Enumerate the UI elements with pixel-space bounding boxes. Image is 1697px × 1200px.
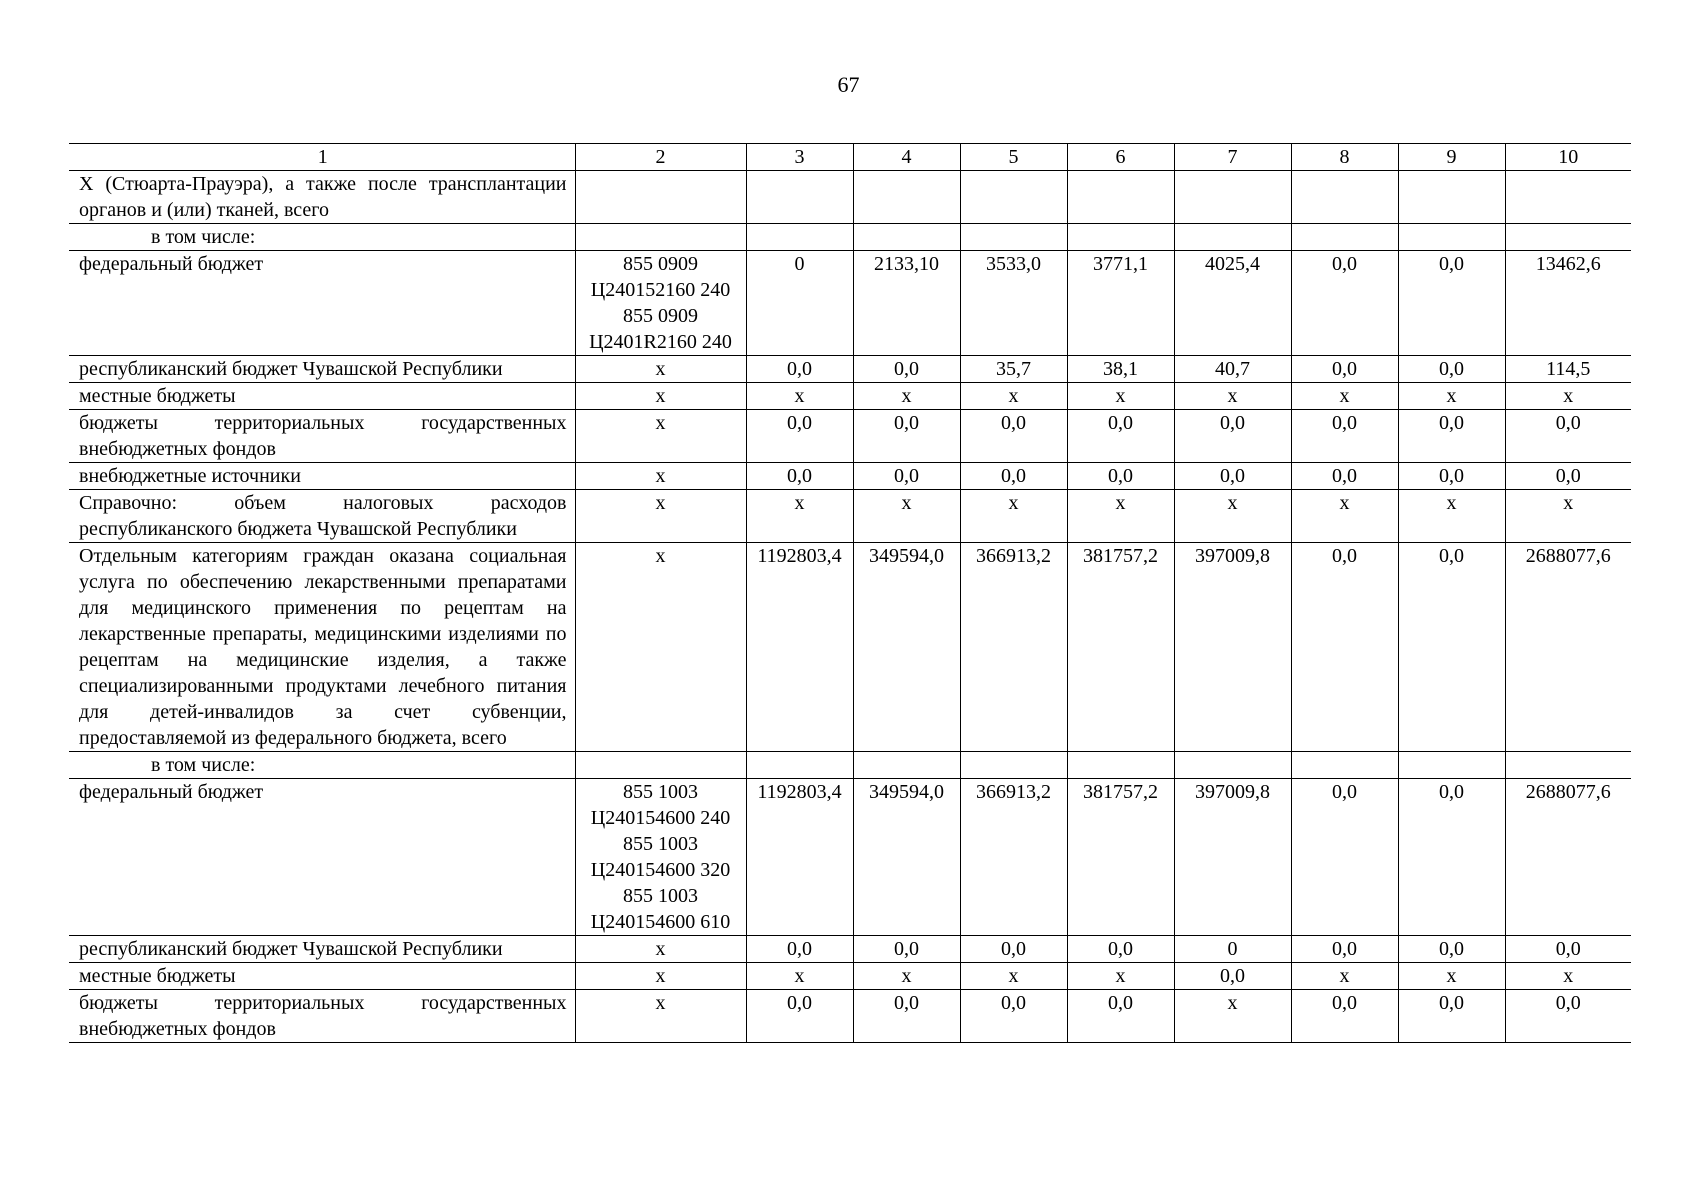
column-header: 2: [575, 144, 746, 171]
value-cell: 0,0: [1505, 410, 1631, 463]
value-cell: 381757,2: [1067, 543, 1174, 752]
budget-code-line: Ц240154600 320: [590, 859, 731, 881]
value-cell: x: [1067, 383, 1174, 410]
value-cell: 397009,8: [1174, 779, 1291, 936]
value-cell: x: [1291, 490, 1398, 543]
value-cell: [1398, 224, 1505, 251]
value-cell: x: [746, 490, 853, 543]
table-row: [69, 963, 1631, 990]
value-cell: 0,0: [746, 936, 853, 963]
table-row: [69, 171, 1631, 224]
value-cell: x: [1174, 383, 1291, 410]
value-cell: x: [1067, 490, 1174, 543]
value-cell: 0,0: [853, 356, 960, 383]
value-cell: 0,0: [1505, 463, 1631, 490]
value-cell: x: [960, 963, 1067, 990]
budget-code-cell: [575, 543, 746, 752]
table-row: [69, 356, 1631, 383]
row-label: федеральный бюджет: [69, 251, 575, 356]
value-cell: 0,0: [1291, 410, 1398, 463]
value-cell: [1398, 171, 1505, 224]
row-label: в том числе:: [69, 224, 575, 251]
value-cell: 0,0: [1174, 410, 1291, 463]
value-cell: 0,0: [1398, 251, 1505, 356]
value-cell: 38,1: [1067, 356, 1174, 383]
value-cell: 0,0: [746, 410, 853, 463]
value-cell: x: [1505, 963, 1631, 990]
value-cell: [1067, 752, 1174, 779]
row-label: X (Стюарта-Прауэра), а также после трансплантации органов и (или) тканей, всего: [69, 171, 575, 224]
column-header: 6: [1067, 144, 1174, 171]
value-cell: 3771,1: [1067, 251, 1174, 356]
value-cell: 0,0: [1398, 990, 1505, 1043]
table-row: [69, 490, 1631, 543]
budget-code-line: 855 0909: [623, 253, 698, 275]
budget-code-cell: [575, 171, 746, 224]
value-cell: 0,0: [853, 990, 960, 1043]
value-cell: 0,0: [746, 990, 853, 1043]
budget-code-line: Ц240154600 610: [590, 911, 731, 933]
table-body: [69, 144, 1631, 1043]
budget-code-cell: [575, 490, 746, 543]
budget-code-line: x: [655, 465, 666, 487]
row-label: местные бюджеты: [69, 383, 575, 410]
column-header: 8: [1291, 144, 1398, 171]
budget-table: [69, 143, 1631, 1043]
value-cell: x: [1505, 383, 1631, 410]
budget-code-cell: [575, 356, 746, 383]
value-cell: x: [1398, 490, 1505, 543]
value-cell: [960, 224, 1067, 251]
budget-code-line: Ц240152160 240: [590, 279, 731, 301]
value-cell: 2133,10: [853, 251, 960, 356]
value-cell: 114,5: [1505, 356, 1631, 383]
budget-code-line: Ц240154600 240: [590, 807, 731, 829]
budget-code-line: 855 1003: [623, 885, 698, 907]
value-cell: 0,0: [1174, 463, 1291, 490]
value-cell: 0,0: [1398, 779, 1505, 936]
budget-code-line: x: [655, 545, 666, 567]
value-cell: 0,0: [1291, 463, 1398, 490]
value-cell: 0,0: [746, 463, 853, 490]
value-cell: x: [853, 383, 960, 410]
column-header: 3: [746, 144, 853, 171]
table-row: [69, 383, 1631, 410]
table-row: [69, 752, 1631, 779]
value-cell: 0,0: [1067, 936, 1174, 963]
budget-code-line: x: [655, 358, 666, 380]
budget-code-cell: [575, 963, 746, 990]
value-cell: 0,0: [853, 410, 960, 463]
budget-code-cell: [575, 383, 746, 410]
value-cell: 0,0: [1505, 990, 1631, 1043]
table-header-row: [69, 144, 1631, 171]
budget-code-cell: [575, 779, 746, 936]
value-cell: 0,0: [1505, 936, 1631, 963]
value-cell: 366913,2: [960, 779, 1067, 936]
value-cell: [853, 752, 960, 779]
value-cell: x: [746, 963, 853, 990]
value-cell: [1505, 171, 1631, 224]
value-cell: x: [1505, 490, 1631, 543]
value-cell: 2688077,6: [1505, 543, 1631, 752]
value-cell: [1174, 752, 1291, 779]
budget-code-line: x: [655, 965, 666, 987]
value-cell: x: [1291, 383, 1398, 410]
budget-code-line: x: [655, 492, 666, 514]
row-label: внебюджетные источники: [69, 463, 575, 490]
budget-code-cell: [575, 224, 746, 251]
column-header: 4: [853, 144, 960, 171]
budget-code-line: x: [655, 992, 666, 1014]
budget-code-line: x: [655, 412, 666, 434]
table-row: [69, 936, 1631, 963]
value-cell: 349594,0: [853, 543, 960, 752]
value-cell: 0,0: [960, 463, 1067, 490]
value-cell: x: [1067, 963, 1174, 990]
value-cell: 0,0: [853, 463, 960, 490]
value-cell: x: [960, 383, 1067, 410]
column-header: 7: [1174, 144, 1291, 171]
row-label: Отдельным категориям граждан оказана социальная услуга по обеспечению лекарственными препаратами для медицинского применения по рецептам на лекарственные препараты, медицинскими изделиями по рецептам на медицинские изделия, а также специализированными продуктами лечебного питания для детей-инвалидов за счет субвенции, предоставляемой из федерального бюджета, всего: [69, 543, 575, 752]
value-cell: 40,7: [1174, 356, 1291, 383]
budget-code-line: 855 1003: [623, 781, 698, 803]
value-cell: 3533,0: [960, 251, 1067, 356]
value-cell: [746, 224, 853, 251]
value-cell: 35,7: [960, 356, 1067, 383]
value-cell: 366913,2: [960, 543, 1067, 752]
value-cell: 0,0: [960, 410, 1067, 463]
value-cell: [1174, 224, 1291, 251]
value-cell: 0,0: [1291, 779, 1398, 936]
row-label: республиканский бюджет Чувашской Республики: [69, 936, 575, 963]
value-cell: 397009,8: [1174, 543, 1291, 752]
row-label: бюджеты территориальных государственных внебюджетных фондов: [69, 990, 575, 1043]
row-label: в том числе:: [69, 752, 575, 779]
table-row: [69, 543, 1631, 752]
value-cell: [746, 752, 853, 779]
value-cell: 0,0: [1398, 936, 1505, 963]
value-cell: [746, 171, 853, 224]
value-cell: [853, 171, 960, 224]
table-row: [69, 251, 1631, 356]
value-cell: 0,0: [1291, 356, 1398, 383]
row-label: местные бюджеты: [69, 963, 575, 990]
table-row: [69, 990, 1631, 1043]
budget-code-line: 855 0909: [623, 305, 698, 327]
value-cell: [1398, 752, 1505, 779]
budget-code-cell: [575, 251, 746, 356]
value-cell: 0,0: [960, 936, 1067, 963]
row-label: федеральный бюджет: [69, 779, 575, 936]
value-cell: 0,0: [1067, 410, 1174, 463]
table-row: [69, 410, 1631, 463]
table-row: [69, 224, 1631, 251]
value-cell: 0,0: [1398, 543, 1505, 752]
value-cell: [1291, 171, 1398, 224]
column-header: 9: [1398, 144, 1505, 171]
value-cell: 0,0: [1291, 990, 1398, 1043]
budget-code-cell: [575, 463, 746, 490]
column-header: 10: [1505, 144, 1631, 171]
value-cell: 0: [746, 251, 853, 356]
value-cell: 0,0: [1291, 543, 1398, 752]
value-cell: [1174, 171, 1291, 224]
value-cell: x: [1291, 963, 1398, 990]
value-cell: 0,0: [1398, 463, 1505, 490]
row-label: бюджеты территориальных государственных внебюджетных фондов: [69, 410, 575, 463]
value-cell: 0,0: [1398, 356, 1505, 383]
value-cell: 0,0: [960, 990, 1067, 1043]
value-cell: [1505, 224, 1631, 251]
value-cell: x: [1398, 383, 1505, 410]
value-cell: 1192803,4: [746, 779, 853, 936]
value-cell: 0,0: [853, 936, 960, 963]
budget-code-line: Ц2401R2160 240: [589, 331, 732, 353]
value-cell: 0: [1174, 936, 1291, 963]
value-cell: x: [960, 490, 1067, 543]
value-cell: 0,0: [1174, 963, 1291, 990]
value-cell: 0,0: [1067, 990, 1174, 1043]
value-cell: 13462,6: [1505, 251, 1631, 356]
value-cell: 0,0: [1398, 410, 1505, 463]
budget-code-cell: [575, 752, 746, 779]
value-cell: [1505, 752, 1631, 779]
budget-code-cell: [575, 410, 746, 463]
value-cell: [1291, 224, 1398, 251]
value-cell: [1291, 752, 1398, 779]
column-header: 5: [960, 144, 1067, 171]
row-label: республиканский бюджет Чувашской Республики: [69, 356, 575, 383]
value-cell: [960, 171, 1067, 224]
budget-code-cell: [575, 936, 746, 963]
page-number: 67: [837, 72, 860, 97]
value-cell: [1067, 171, 1174, 224]
value-cell: x: [1398, 963, 1505, 990]
value-cell: [1067, 224, 1174, 251]
value-cell: x: [1174, 490, 1291, 543]
value-cell: 0,0: [1067, 463, 1174, 490]
value-cell: [853, 224, 960, 251]
value-cell: [960, 752, 1067, 779]
value-cell: 0,0: [1291, 251, 1398, 356]
value-cell: 1192803,4: [746, 543, 853, 752]
value-cell: x: [853, 490, 960, 543]
value-cell: 349594,0: [853, 779, 960, 936]
value-cell: 0,0: [1291, 936, 1398, 963]
value-cell: x: [746, 383, 853, 410]
value-cell: x: [853, 963, 960, 990]
value-cell: 0,0: [746, 356, 853, 383]
value-cell: 2688077,6: [1505, 779, 1631, 936]
budget-code-line: 855 1003: [623, 833, 698, 855]
budget-code-cell: [575, 990, 746, 1043]
value-cell: 4025,4: [1174, 251, 1291, 356]
table-row: [69, 779, 1631, 936]
table-row: [69, 463, 1631, 490]
value-cell: x: [1174, 990, 1291, 1043]
value-cell: 381757,2: [1067, 779, 1174, 936]
budget-code-line: x: [655, 385, 666, 407]
budget-code-line: x: [655, 938, 666, 960]
column-header: 1: [69, 144, 575, 171]
row-label: Справочно: объем налоговых расходов республиканского бюджета Чувашской Республики: [69, 490, 575, 543]
